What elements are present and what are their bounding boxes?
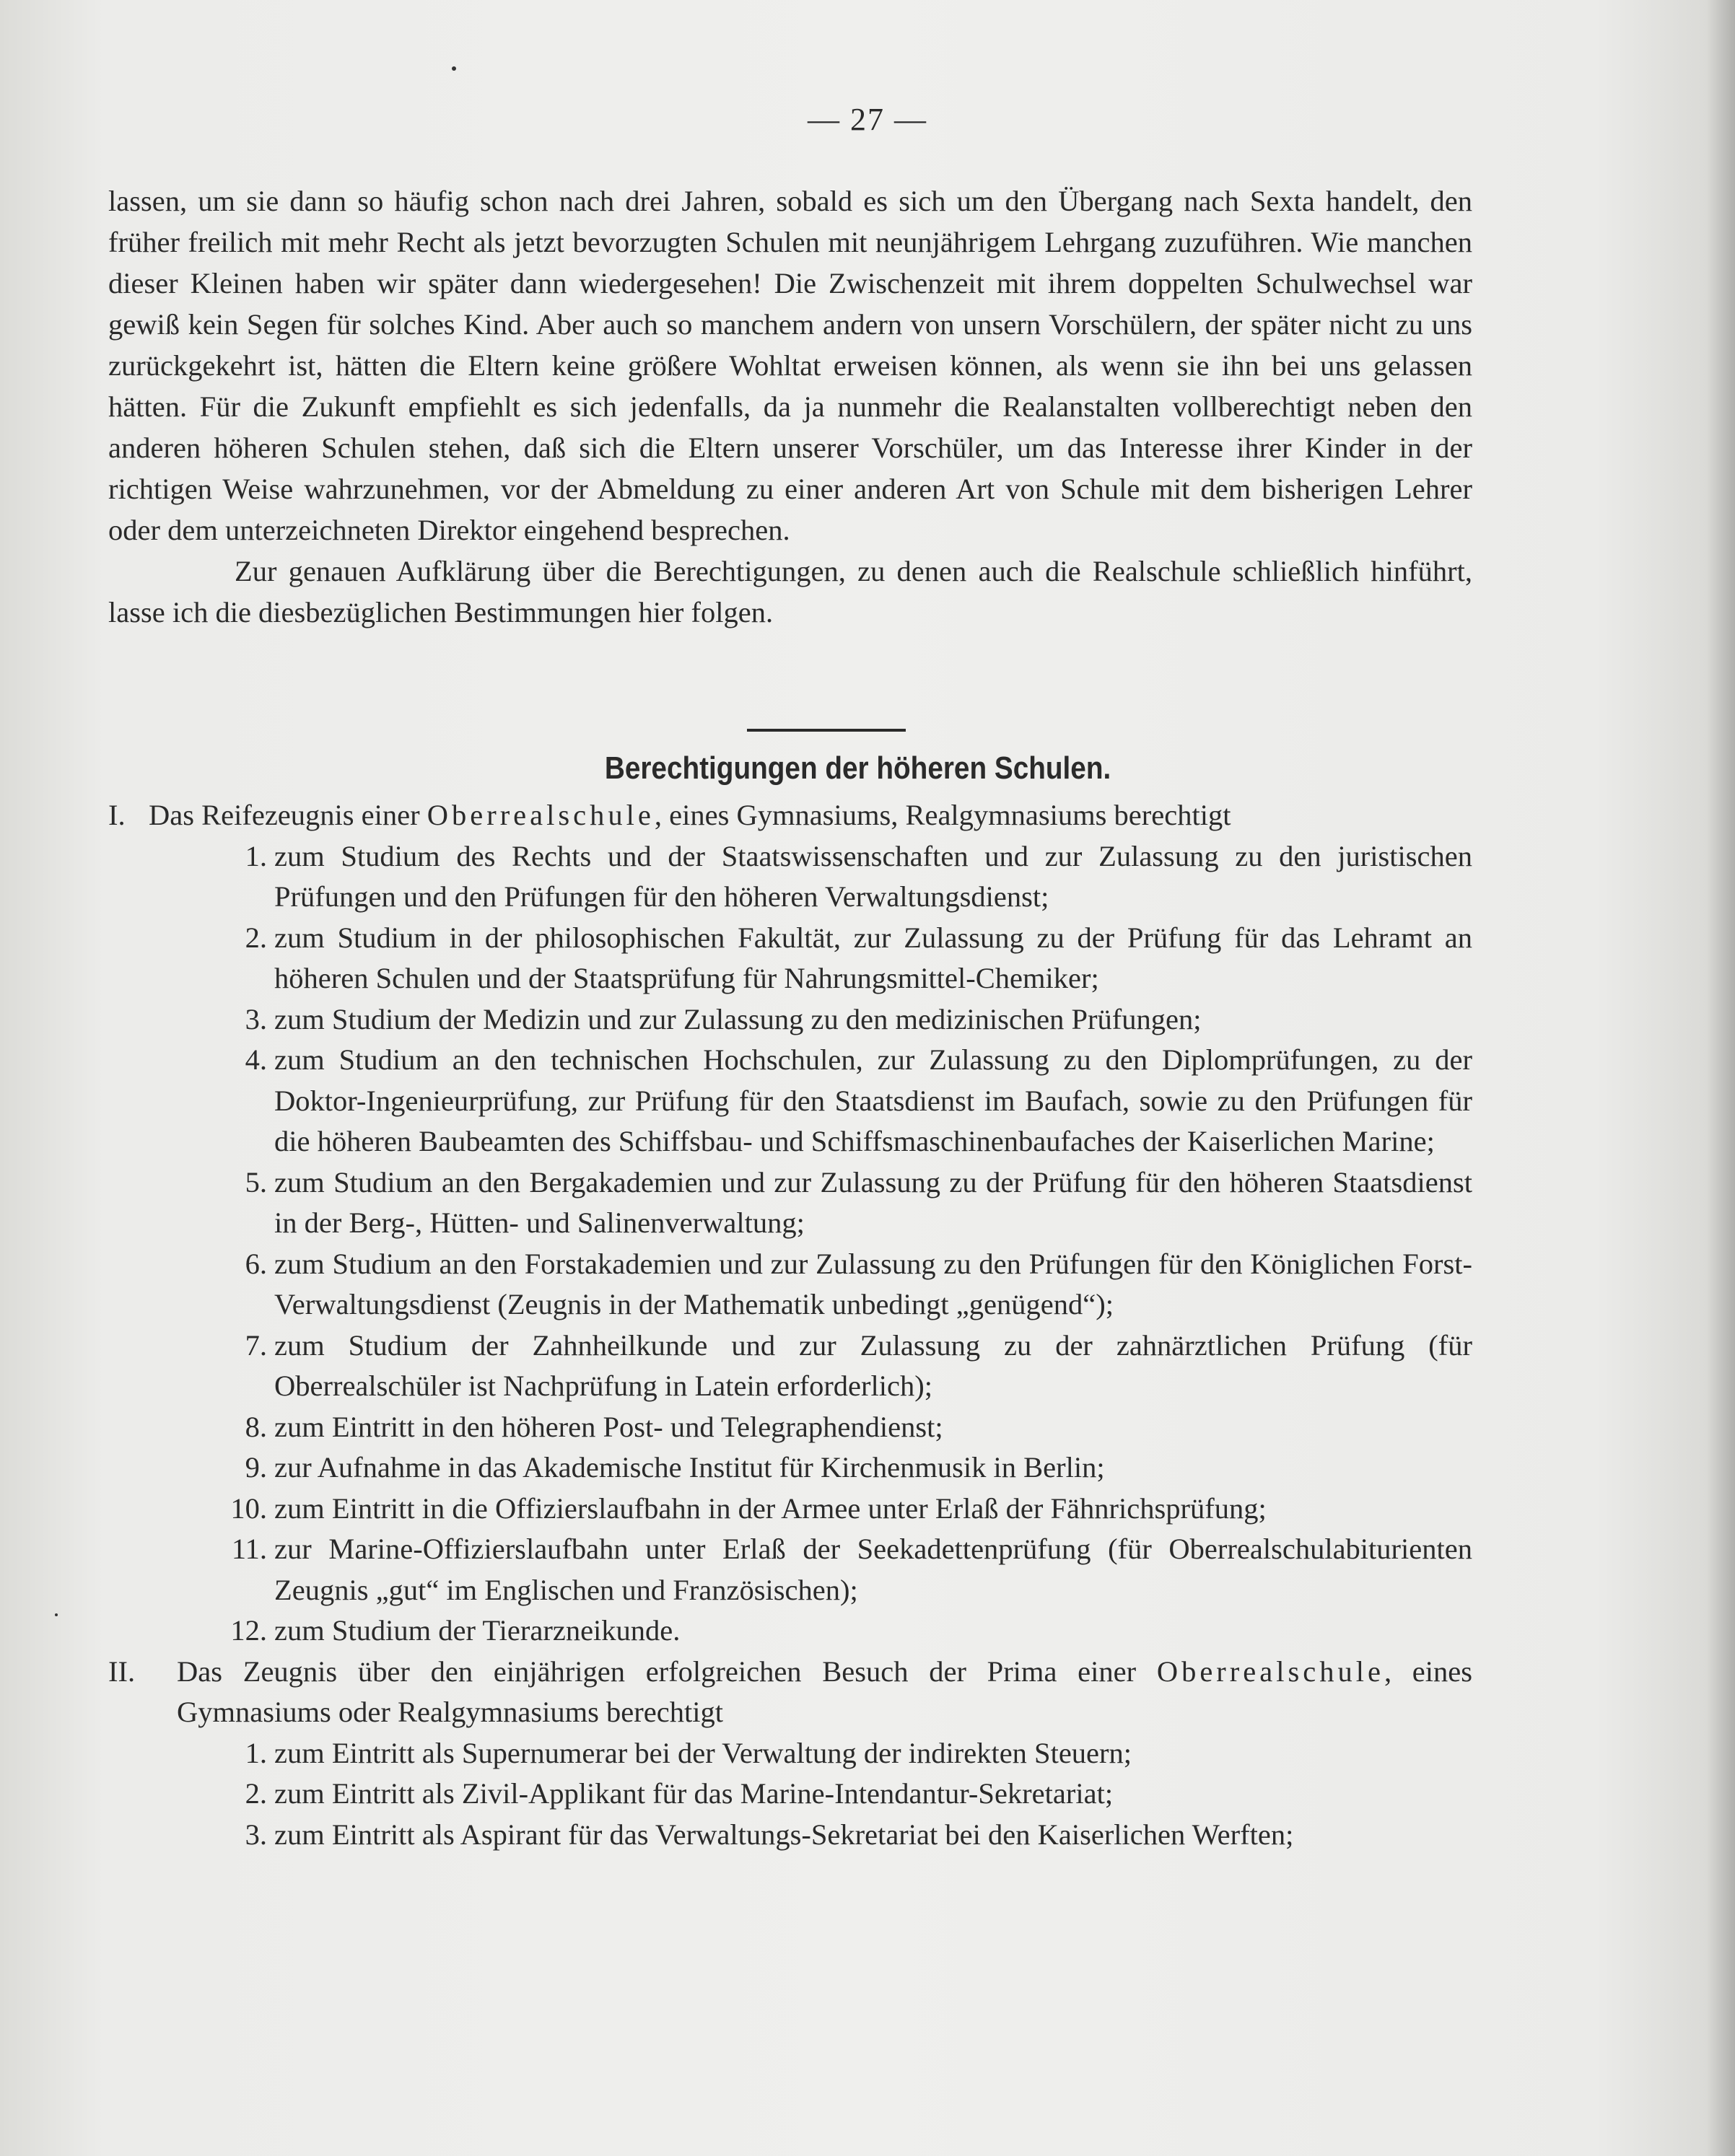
list-item-text: zum Studium an den Forstakademien und zur Zulassung zu den Prüfungen für den Königlichen Forst-Verwaltungsdienst (Zeugnis in der Mathematik unbedingt „genügend“); <box>274 1247 1472 1320</box>
list-item-number: 4. <box>245 1043 267 1076</box>
part-2-items <box>108 1733 1472 1856</box>
intro-paragraph: lassen, um sie dann so häufig schon nach drei Jahren, sobald es sich um den Übergang nach Sexta handelt, den früher freilich mit mehr Recht als jetzt bevorzugten Schulen mit neunjährigem Lehrgang zuzuführen. Wie manchen dieser Kleinen haben wir später dann wiedergesehen! Die Zwischenzeit mit ihrem doppelten Schulwechsel war gewiß kein Segen für solches Kind. Aber auch so manchem andern von unsern Vorschülern, der später nicht zu uns zurückgekehrt ist, hätten die Eltern keine größere Wohltat erweisen können, als wenn sie ihn bei uns gelassen hätten. Für die Zukunft empfiehlt es sich jedenfalls, da ja nunmehr die Realanstalten vollberechtigt neben den anderen höheren Schulen stehen, daß sich die Eltern unserer Vorschüler, um das Interesse ihrer Kinder in der richtigen Weise wahrzunehmen, vor der Abmeldung zu einer anderen Art von Schule mit dem bisherigen Lehrer oder dem unterzeichneten Direktor eingehend besprechen. <box>108 185 1472 546</box>
part-1-numeral: I. <box>108 799 126 831</box>
list-item <box>108 1244 1472 1325</box>
list-item-number: 8. <box>245 1410 267 1443</box>
ink-speck <box>452 66 456 71</box>
list-item-number: 3. <box>245 1818 267 1851</box>
list-item-text: zur Marine-Offizierslaufbahn unter Erlaß der Seekadettenprüfung (für Oberrealschulabiturienten Zeugnis „gut“ im Englischen und Französischen); <box>274 1533 1472 1606</box>
part-1-items <box>108 836 1472 1652</box>
list-item <box>108 836 1472 918</box>
list-item-number: 12. <box>230 1614 267 1647</box>
list-item-number: 7. <box>245 1328 267 1362</box>
part-2-lead <box>108 1652 1472 1733</box>
list-item-text: zum Studium an den technischen Hochschulen, zur Zulassung zu den Diplomprüfungen, zu der Doktor-Ingenieurprüfung, zur Prüfung für den Staatsdienst im Baufach, sowie zu den Prüfungen für die höheren Baubeamten des Schiffsbau- und Schiffsmaschinenbaufaches der Kaiserlichen Marine; <box>274 1043 1472 1157</box>
list-item-number: 11. <box>231 1533 267 1565</box>
list-item <box>108 1447 1472 1489</box>
entitlements-list <box>108 795 1472 1855</box>
list-item-text: zum Eintritt als Zivil-Applikant für das Marine-Intendantur-Sekretariat; <box>274 1777 1114 1810</box>
list-item-number: 3. <box>245 1002 267 1035</box>
list-item <box>108 999 1472 1040</box>
list-item <box>108 1162 1472 1244</box>
list-item-text: zum Studium an den Bergakademien und zur Zulassung zu der Prüfung für den höheren Staatsdienst in der Berg-, Hütten- und Salinenverwaltung; <box>274 1165 1472 1239</box>
list-item-text: zum Studium der Zahnheilkunde und zur Zulassung zu der zahnärztlichen Prüfung (für Oberrealschüler ist Nachprüfung in Latein erforderlich); <box>274 1328 1472 1402</box>
page-edge-shadow <box>1706 0 1735 2156</box>
list-item <box>108 1611 1472 1652</box>
list-item <box>108 1040 1472 1162</box>
list-item-text: zum Eintritt in die Offizierslaufbahn in der Armee unter Erlaß der Fähnrichsprüfung; <box>274 1491 1267 1525</box>
part-2-numeral: II. <box>108 1655 136 1688</box>
intro-paragraph: Zur genauen Aufklärung über die Berechtigungen, zu denen auch die Realschule schließlich hinführt, lasse ich die diesbezüglichen Bestimmungen hier folgen. <box>108 555 1472 628</box>
list-item <box>108 1529 1472 1611</box>
list-item-text: zum Eintritt als Aspirant für das Verwaltungs-Sekretariat bei den Kaiserlichen Werften; <box>274 1818 1294 1851</box>
list-item-number: 9. <box>245 1451 267 1484</box>
part-1-lead-spaced: Oberrealschule <box>427 799 655 831</box>
list-item-number: 2. <box>245 1777 267 1810</box>
ink-speck <box>55 1613 58 1616</box>
list-item <box>108 1815 1472 1856</box>
list-item-text: zum Eintritt als Supernumerar bei der Verwaltung der indirekten Steuern; <box>274 1736 1132 1769</box>
list-item-text: zum Studium des Rechts und der Staatswissenschaften und zur Zulassung zu den juristischen Prüfungen und den Prüfungen für den höheren Verwaltungsdienst; <box>274 839 1472 913</box>
list-item <box>108 1407 1472 1448</box>
list-item-number: 10. <box>230 1491 267 1525</box>
page-number: — 27 — <box>808 102 927 137</box>
list-item <box>108 1325 1472 1407</box>
list-item-text: zum Studium der Tierarzneikunde. <box>274 1614 681 1647</box>
list-item-text: zum Studium in der philosophischen Fakultät, zur Zulassung zu der Prüfung für das Lehramt an höheren Schulen und der Staatsprüfung für Nahrungsmittel-Chemiker; <box>274 921 1472 994</box>
part-1-lead-before: Das Reifezeugnis einer <box>149 799 420 831</box>
list-item <box>108 1489 1472 1530</box>
list-item-number: 1. <box>245 839 267 872</box>
list-item-number: 5. <box>245 1165 267 1198</box>
list-item <box>108 1733 1472 1774</box>
part-2-lead-spaced: Oberrealschule <box>1156 1655 1384 1688</box>
list-item <box>108 918 1472 999</box>
intro-text <box>108 180 1472 633</box>
part-2-lead-before: Das Zeugnis über den einjährigen erfolgreichen Besuch der Prima einer <box>177 1655 1137 1688</box>
list-item-number: 2. <box>245 921 267 954</box>
part-1-lead-after: , eines Gymnasiums, Realgymnasiums berechtigt <box>654 799 1231 831</box>
list-item-text: zum Studium der Medizin und zur Zulassung zu den medizinischen Prüfungen; <box>274 1002 1202 1035</box>
list-item-text: zur Aufnahme in das Akademische Institut für Kirchenmusik in Berlin; <box>274 1451 1105 1484</box>
list-item-number: 6. <box>245 1247 267 1280</box>
list-item <box>108 1774 1472 1815</box>
list-item-number: 1. <box>245 1736 267 1769</box>
list-item-text: zum Eintritt in den höheren Post- und Telegraphendienst; <box>274 1410 943 1443</box>
part-2-lead-after: , eines Gymnasiums oder Realgymnasiums berechtigt <box>177 1655 1473 1728</box>
section-heading: Berechtigungen der höheren Schulen. <box>604 750 1111 786</box>
section-divider <box>747 729 906 732</box>
part-1-lead <box>108 795 1472 836</box>
